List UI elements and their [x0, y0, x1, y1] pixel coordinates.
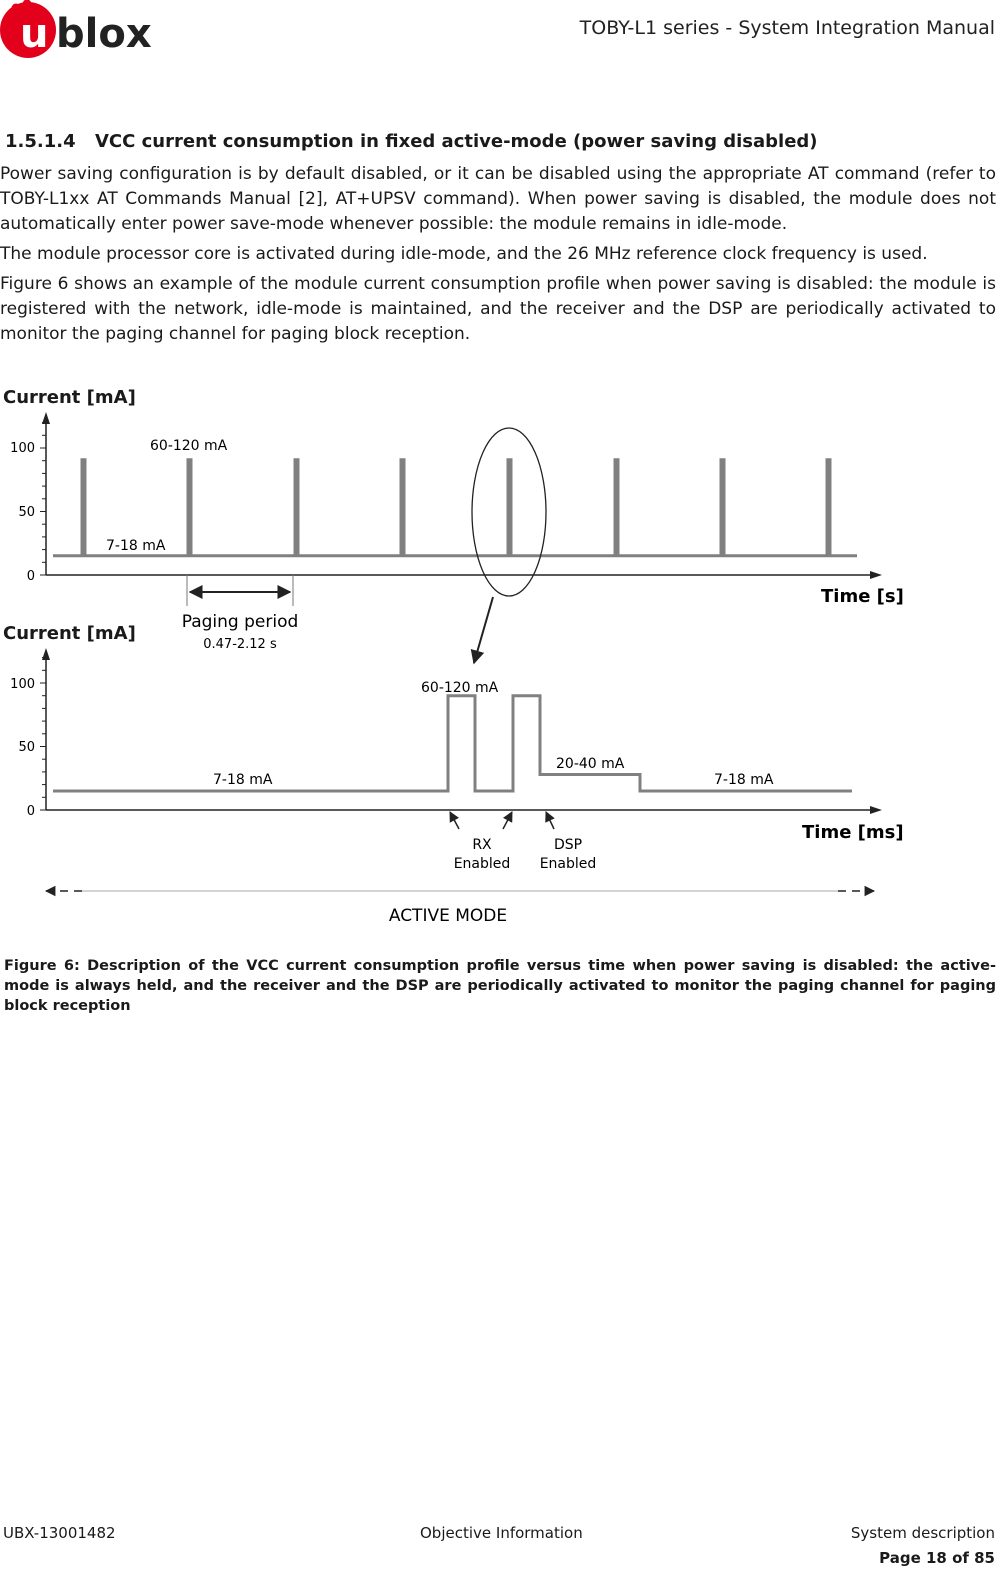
top-tick-100: 100: [10, 441, 35, 456]
top-peak-label: 60-120 mA: [150, 438, 228, 454]
rx-enabled-line1: RX: [472, 837, 492, 853]
bottom-tick-50: 50: [18, 740, 35, 755]
top-minor-ticks: [40, 423, 46, 575]
bottom-tick-0: 0: [26, 804, 35, 819]
section-title: VCC current consumption in fixed active-mode (power saving disabled): [95, 131, 818, 152]
paragraph: Figure 6 shows an example of the module current consumption profile when power saving is disabled: the module is registered with the network, idle-mode is maintained, and the receiver and the DSP are periodically activated to monitor the paging channel for paging block reception.: [0, 274, 996, 344]
zoom-connector-arrow: [474, 597, 493, 663]
dsp-enabled-line2: Enabled: [539, 856, 597, 872]
top-x-axis-arrow: [870, 571, 882, 579]
dsp-enabled-line1: DSP: [553, 837, 583, 853]
section-heading: [5, 131, 818, 152]
svg-text:u: u: [20, 11, 49, 57]
top-x-axis-label: Time [s]: [821, 586, 904, 607]
svg-text:blox: blox: [56, 11, 152, 57]
footer-status: Objective Information: [420, 1524, 583, 1542]
bottom-y-axis-label: Current [mA]: [3, 623, 136, 644]
top-tick-50: 50: [18, 505, 35, 520]
ublox-logo: [0, 0, 160, 62]
paragraph: The module processor core is activated during idle-mode, and the 26 MHz reference clock frequency is used.: [0, 244, 928, 264]
rx-enabled-line2: Enabled: [453, 856, 511, 872]
bottom-x-axis-arrow: [870, 806, 882, 814]
document-title: TOBY-L1 series - System Integration Manual: [579, 17, 995, 39]
figure-caption: Figure 6: Description of the VCC current consumption profile versus time when power saving is disabled: the active-mode is always held, and the receiver and the DSP are periodically activated to monitor the paging channel for paging block reception: [4, 958, 996, 1014]
active-mode-label: ACTIVE MODE: [388, 906, 508, 926]
bottom-baseline-right-label: 7-18 mA: [714, 772, 774, 788]
paragraph: Power saving configuration is by default disabled, or it can be disabled using the appropriate AT command (refer to TOBY-L1xx AT Commands Manual [2], AT+UPSV command). When power saving is disabled, the module does not automatically enter power save-mode whenever possible: the module remains in idle-mode.: [0, 164, 996, 234]
bottom-y-axis-arrow: [42, 648, 50, 660]
top-y-axis-label: Current [mA]: [3, 387, 136, 408]
bottom-tick-100: 100: [10, 677, 35, 692]
footer-doc-id: UBX-13001482: [3, 1524, 116, 1542]
top-current-trace: [53, 460, 857, 556]
bottom-minor-ticks: [40, 658, 46, 810]
section-number: 1.5.1.4: [5, 131, 76, 152]
paging-period-value: 0.47-2.12 s: [203, 637, 277, 652]
rx-pointer-arrow-right: [503, 812, 512, 829]
bottom-dsp-level-label: 20-40 mA: [556, 756, 625, 772]
current-consumption-figure: [0, 380, 1004, 940]
footer-chapter: System description: [850, 1524, 995, 1542]
bottom-x-axis-label: Time [ms]: [802, 822, 904, 843]
paging-period-label: Paging period: [181, 612, 299, 632]
dsp-pointer-arrow: [546, 812, 554, 829]
rx-pointer-arrow-left: [450, 812, 459, 829]
bottom-baseline-left-label: 7-18 mA: [213, 772, 273, 788]
top-baseline-label: 7-18 mA: [106, 538, 166, 554]
top-tick-0: 0: [26, 569, 35, 584]
bottom-peak-label: 60-120 mA: [421, 680, 499, 696]
footer-page-number: Page 18 of 85: [879, 1549, 995, 1567]
